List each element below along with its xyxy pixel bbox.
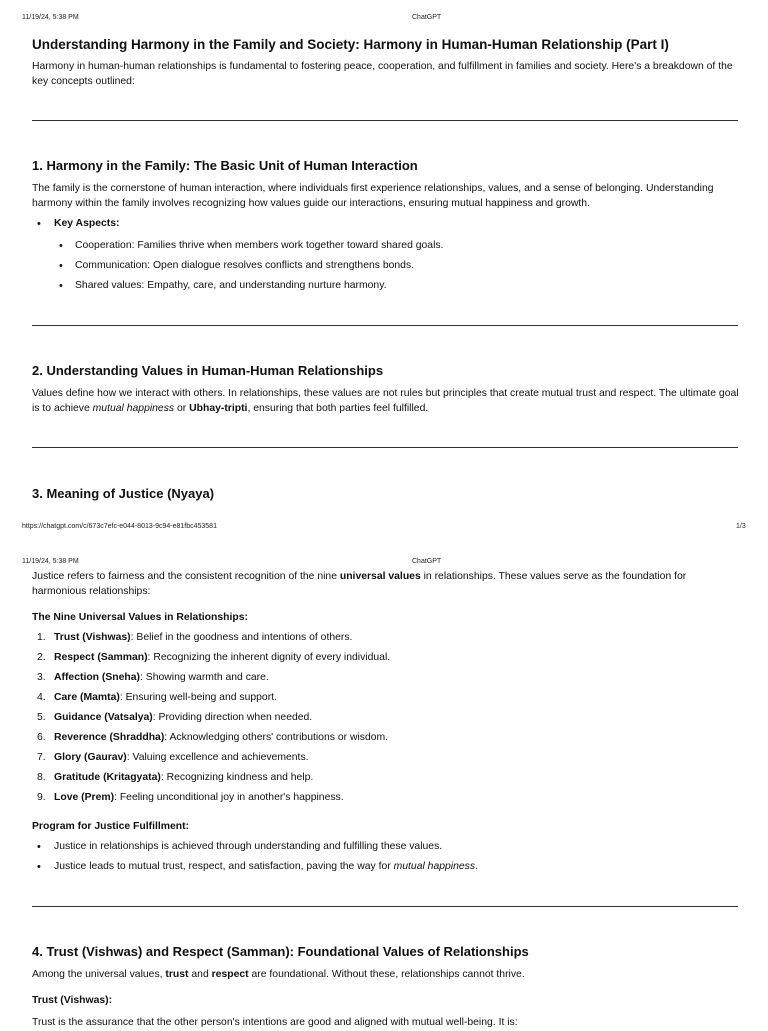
list-item: 7. Glory (Gaurav): Valuing excellence and achievements. (37, 752, 309, 763)
intro-paragraph: Harmony in human-human relationships is fundamental to fostering peace, cooperation, and fulfillment in families and society. Here's a breakdown of the key concepts outlined: (32, 61, 733, 87)
document-title-block (32, 36, 742, 54)
list-item: 4. Care (Mamta): Ensuring well-being and support. (37, 692, 277, 703)
print-header-datetime: 11/19/24, 5:38 PM (22, 14, 79, 21)
section-heading-trust-respect: 4. Trust (Vishwas) and Respect (Samman): Foundational Values of Relationships (32, 944, 529, 959)
trust-label: Trust (Vishwas): (32, 995, 113, 1006)
justice-paragraph: Justice refers to fairness and the consistent recognition of the nine universal values in relationships. These values serve as the foundation for harmonious relationships: (32, 571, 687, 597)
print-header-datetime: 11/19/24, 5:38 PM (22, 558, 79, 565)
nine-values-label: The Nine Universal Values in Relationships: (32, 612, 248, 623)
nine-values-list (32, 631, 742, 805)
list-item: 2. Respect (Samman): Recognizing the inherent dignity of every individual. (37, 652, 391, 663)
list-item: • Cooperation: Families thrive when members work together toward shared goals. (32, 239, 742, 253)
page-title: Understanding Harmony in the Family and Society: Harmony in Human-Human Relationship (Part I) (32, 37, 669, 52)
section-divider (32, 906, 738, 907)
print-header-app: ChatGPT (412, 14, 442, 21)
section-divider (32, 447, 738, 448)
section-divider (32, 325, 738, 326)
list-item: • Justice in relationships is achieved through understanding and fulfilling these values. (32, 840, 742, 854)
list-item: 6. Reverence (Shraddha): Acknowledging others' contributions or wisdom. (37, 732, 389, 743)
list-item: 3. Affection (Sneha): Showing warmth and care. (37, 672, 269, 683)
section-divider (32, 120, 738, 121)
print-footer-url: https://chatgpt.com/c/673c7efc-e044-8013-9c94-e81fbc453581 (22, 523, 217, 530)
section-heading-justice: 3. Meaning of Justice (Nyaya) (32, 486, 215, 501)
list-item: • Justice leads to mutual trust, respect, and satisfaction, paving the way for mutual happiness. (32, 860, 742, 874)
trust-definition: Trust is the assurance that the other person's intentions are good and aligned with mutual well-being. It is: (32, 1017, 518, 1028)
print-header-app: ChatGPT (412, 558, 442, 565)
key-aspects-label: Key Aspects (54, 218, 116, 229)
list-item: 8. Gratitude (Kritagyata): Recognizing kindness and help. (37, 772, 314, 783)
list-item: • Shared values: Empathy, care, and understanding nurture harmony. (32, 279, 742, 293)
print-footer-page-number: 1/3 (736, 523, 746, 530)
list-item: 1. Trust (Vishwas): Belief in the goodness and intentions of others. (37, 632, 353, 643)
section-heading-family: 1. Harmony in the Family: The Basic Unit of Human Interaction (32, 158, 418, 173)
program-label: Program for Justice Fulfillment: (32, 821, 190, 832)
list-item: 9. Love (Prem): Feeling unconditional joy in another's happiness. (37, 792, 344, 803)
list-item: 5. Guidance (Vatsalya): Providing direction when needed. (37, 712, 313, 723)
list-item: • Communication: Open dialogue resolves conflicts and strengthens bonds. (32, 259, 742, 273)
family-paragraph: The family is the cornerstone of human interaction, where individuals first experience relationships, values, and a sense of belonging. Understanding harmony within the family involves recognizing how values guide our interactions, ensuring mutual happiness and growth. (32, 183, 714, 209)
section-heading-values: 2. Understanding Values in Human-Human Relationships (32, 363, 384, 378)
trust-respect-paragraph: Among the universal values, trust and respect are foundational. Without these, relationships cannot thrive. (32, 969, 525, 980)
key-aspects-bullet: • Key Aspects: (32, 217, 742, 231)
values-paragraph: Values define how we interact with others. In relationships, these values are not rules but principles that create mutual trust and respect. The ultimate goal is to achieve mutual happiness or Ubhay-tripti, ensuring that both parties feel fulfilled. (32, 388, 739, 414)
